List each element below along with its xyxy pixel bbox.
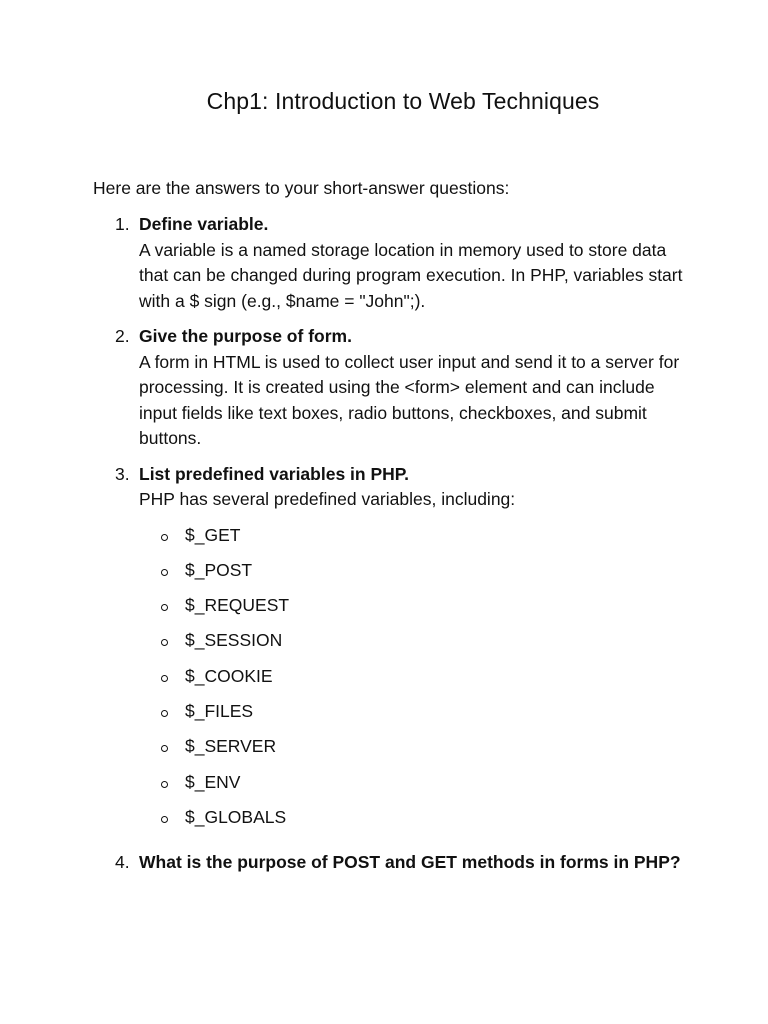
answer-text: PHP has several predefined variables, including: (139, 489, 516, 509)
list-item (139, 699, 693, 734)
answer-text: A variable is a named storage location in memory used to store data that can be changed during program execution. In PHP, variables start with a $ sign (e.g., $name = "John";). (139, 239, 683, 311)
predefined-variables-list (139, 523, 693, 841)
list-item (139, 734, 693, 769)
question-list (93, 212, 693, 886)
circle-bullet-icon (161, 534, 168, 541)
question-item-1 (93, 212, 693, 314)
question-heading: Define variable. (139, 214, 269, 234)
circle-bullet-icon (161, 710, 168, 717)
question-number: 4. (115, 852, 130, 873)
circle-bullet-icon (161, 781, 168, 788)
list-item-label: $_REQUEST (185, 595, 290, 616)
document-title: Chp1: Introduction to Web Techniques (206, 88, 600, 114)
list-item (139, 628, 693, 663)
question-heading: Give the purpose of form. (139, 326, 352, 346)
question-number: 2. (115, 326, 130, 346)
circle-bullet-icon (161, 745, 168, 752)
question-item-2 (93, 324, 693, 452)
question-item-4 (93, 850, 693, 876)
list-item-label: $_SESSION (185, 630, 283, 651)
intro-text: Here are the answers to your short-answer questions: (93, 178, 510, 198)
list-item-label: $_POST (185, 559, 253, 580)
list-item-label: $_GET (185, 524, 241, 545)
list-item-label: $_COOKIE (185, 665, 273, 686)
question-item-3 (93, 462, 693, 841)
list-item-label: $_FILES (185, 700, 254, 721)
list-item (139, 770, 693, 805)
list-item-label: $_ENV (185, 771, 241, 792)
list-item (139, 523, 693, 558)
question-number: 3. (115, 463, 130, 484)
list-item (139, 593, 693, 628)
circle-bullet-icon (161, 604, 168, 611)
list-item (139, 805, 693, 840)
question-heading: What is the purpose of POST and GET methods in forms in PHP? (139, 852, 681, 873)
circle-bullet-icon (161, 569, 168, 576)
answer-text: A form in HTML is used to collect user input and send it to a server for processing. It is created using the <form> element and can include input fields like text boxes, radio buttons, checkboxes, and submit buttons. (139, 351, 680, 448)
list-item-label: $_GLOBALS (185, 806, 287, 827)
circle-bullet-icon (161, 675, 168, 682)
question-number: 1. (115, 214, 130, 234)
circle-bullet-icon (161, 816, 168, 823)
list-item (139, 664, 693, 699)
list-item-label: $_SERVER (185, 736, 277, 757)
list-item (139, 558, 693, 593)
circle-bullet-icon (161, 639, 168, 646)
question-heading: List predefined variables in PHP. (139, 463, 410, 484)
